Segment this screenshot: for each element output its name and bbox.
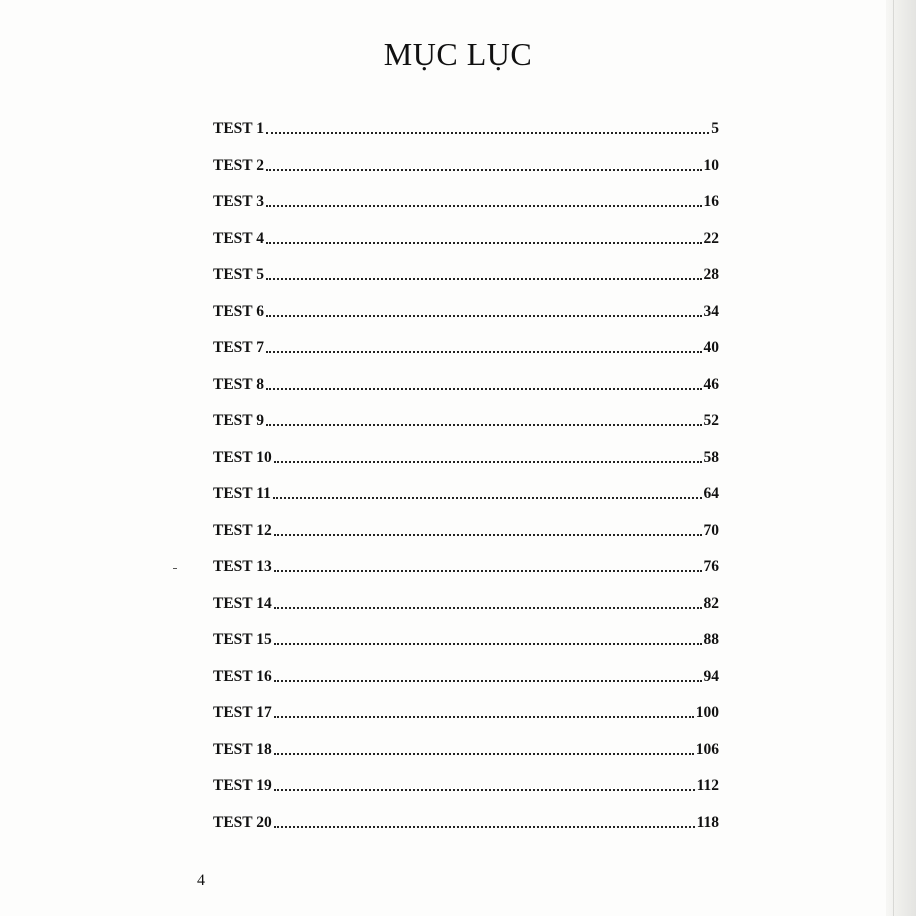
toc-leader-dots [266,314,702,317]
toc-entry-label: TEST 7 [213,339,264,356]
toc-leader-dots [266,350,702,353]
toc-entry-label: TEST 13 [213,558,272,575]
page-edge-shadow [886,0,916,916]
toc-entry-page: 34 [703,303,719,320]
toc-entry-label: TEST 10 [213,449,272,466]
toc-entry-page: 10 [703,157,719,174]
toc-entry-page: 76 [703,558,719,575]
toc-entry-page: 28 [703,266,719,283]
toc-leader-dots [266,387,702,390]
toc-entry [213,810,719,832]
toc-leader-dots [266,168,702,171]
toc-entry-label: TEST 16 [213,668,272,685]
toc-entry-page: 88 [703,631,719,648]
toc-entry-page: 94 [703,668,719,685]
toc-entry-page: 70 [703,522,719,539]
toc-entry-page: 58 [703,449,719,466]
toc-entry [213,372,719,394]
toc-entry [213,335,719,357]
toc-entry [213,445,719,467]
toc-leader-dots [274,825,695,828]
toc-entry-page: 46 [703,376,719,393]
toc-entry [213,116,719,138]
stray-mark [173,568,177,569]
toc-entry-page: 100 [695,704,719,721]
toc-leader-dots [266,277,702,280]
toc-entry-label: TEST 19 [213,777,272,794]
toc-entry [213,627,719,649]
toc-entry-label: TEST 4 [213,230,264,247]
toc-entry-label: TEST 5 [213,266,264,283]
toc-leader-dots [274,752,694,755]
toc-entry-page: 22 [703,230,719,247]
toc-entry-page: 118 [696,814,719,831]
toc-leader-dots [274,715,694,718]
page-number: 4 [197,872,205,889]
toc-entry-label: TEST 12 [213,522,272,539]
toc-leader-dots [274,460,702,463]
toc-entry-page: 16 [703,193,719,210]
toc-entry [213,591,719,613]
toc-entry-label: TEST 6 [213,303,264,320]
toc-entry [213,700,719,722]
toc-entry-label: TEST 20 [213,814,272,831]
toc-entry-page: 82 [703,595,719,612]
toc-entry-label: TEST 15 [213,631,272,648]
toc-entry-page: 52 [703,412,719,429]
toc-entry-page: 106 [695,741,719,758]
toc-entry-label: TEST 3 [213,193,264,210]
toc-entry-label: TEST 11 [213,485,271,502]
toc-entry [213,554,719,576]
toc-entry [213,299,719,321]
toc-leader-dots [274,606,702,609]
toc-entry-page: 112 [696,777,719,794]
toc-leader-dots [274,679,702,682]
toc-leader-dots [273,496,702,499]
toc-entry [213,262,719,284]
toc-entry [213,737,719,759]
toc-entry-label: TEST 18 [213,741,272,758]
toc-leader-dots [266,423,702,426]
toc-leader-dots [266,131,709,134]
toc-entry [213,226,719,248]
toc-entry-label: TEST 17 [213,704,272,721]
toc-entry [213,408,719,430]
toc-leader-dots [266,241,702,244]
toc-entry-label: TEST 8 [213,376,264,393]
toc-entry-page: 64 [703,485,719,502]
toc-entry-page: 40 [703,339,719,356]
toc-entry [213,481,719,503]
toc-entry-label: TEST 2 [213,157,264,174]
page-edge-line [893,0,894,916]
toc-leader-dots [266,204,702,207]
toc-entry [213,189,719,211]
toc-leader-dots [274,569,702,572]
toc-entry [213,773,719,795]
toc-leader-dots [274,642,702,645]
toc-leader-dots [274,533,702,536]
toc-entry-label: TEST 1 [213,120,264,137]
toc-entry [213,153,719,175]
toc-entry-label: TEST 9 [213,412,264,429]
toc-entry [213,664,719,686]
toc-entry [213,518,719,540]
toc-leader-dots [274,788,695,791]
toc-entry-page: 5 [711,120,719,137]
toc-entry-label: TEST 14 [213,595,272,612]
page-title: MỤC LỤC [383,36,533,72]
